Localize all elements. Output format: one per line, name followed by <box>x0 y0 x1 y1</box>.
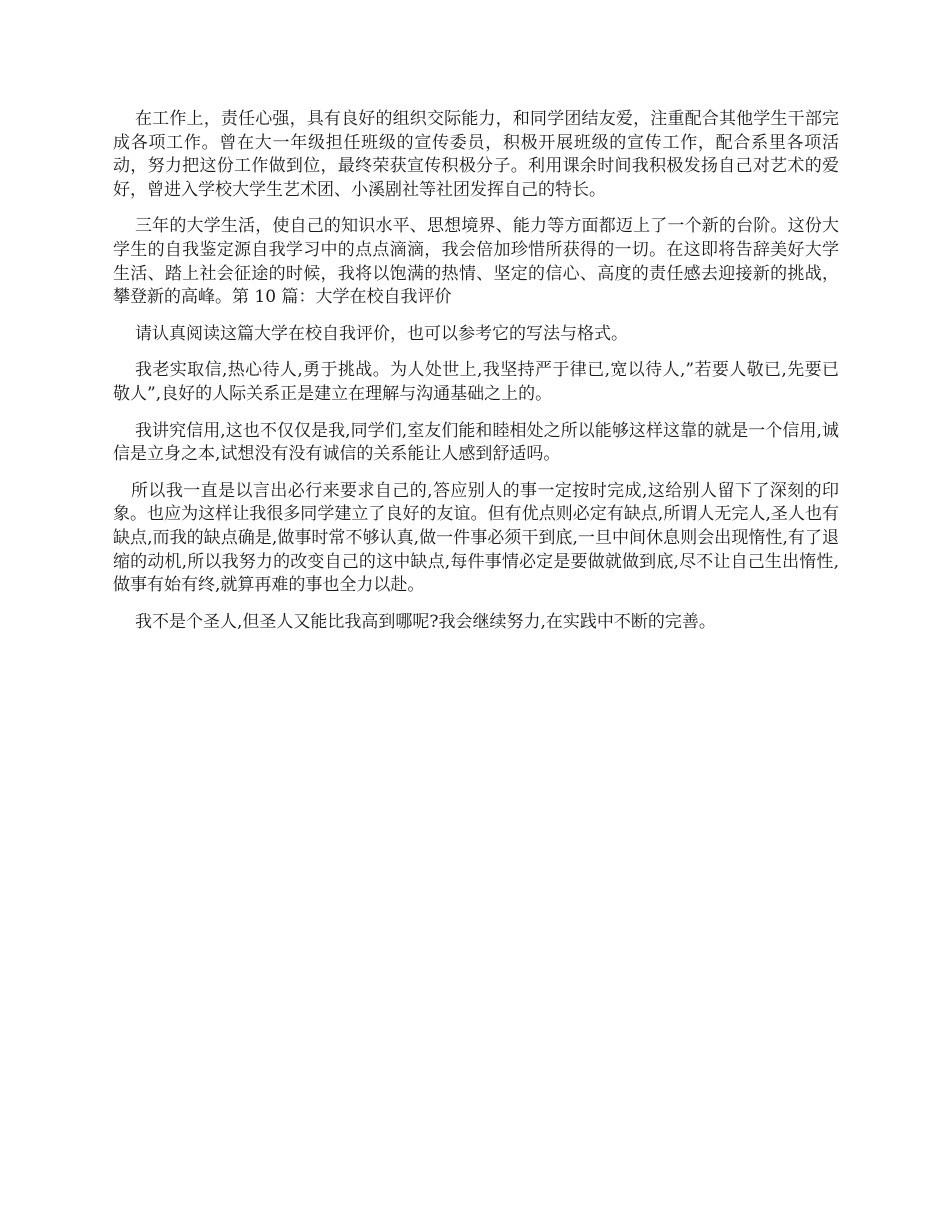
paragraph-three-years-summary: 三年的大学生活，使自己的知识水平、思想境界、能力等方面都迈上了一个新的台阶。这份大学生的自我鉴定源自我学习中的点点滴滴，我会倍加珍惜所获得的一切。在这即将告辞美好大学生活、踏上社会征途的时候，我将以饱满的热情、坚定的信心、高度的责任感去迎接新的挑战，攀登新的高峰。第 10 篇：大学在校自我评价 <box>113 216 839 308</box>
paragraph-honesty: 我老实取信,热心待人,勇于挑战。为人处世上,我坚持严于律已,宽以待人,”若要人敬已,先要已敬人”,良好的人际关系正是建立在理解与沟通基础之上的。 <box>113 360 839 404</box>
paragraph-reading-note: 请认真阅读这篇大学在校自我评价，也可以参考它的写法与格式。 <box>135 323 628 344</box>
paragraph-credit: 我讲究信用,这也不仅仅是我,同学们,室友们能和睦相处之所以能够这样这靠的就是一个信用,诚信是立身之本,试想没有没有诚信的关系能让人感到舒适吗。 <box>113 420 839 465</box>
document-body <box>113 108 839 647</box>
paragraph-closing: 我不是个圣人,但圣人又能比我高到哪呢?我会继续努力,在实践中不断的完善。 <box>135 611 716 632</box>
paragraph-work-responsibility: 在工作上，责任心强，具有良好的组织交际能力，和同学团结友爱，注重配合其他学生干部完成各项工作。曾在大一年级担任班级的宣传委员，积极开展班级的宣传工作，配合系里各项活动，努力把这份工作做到位，最终荣获宣传积极分子。利用课余时间我积极发扬自己对艺术的爱好，曾进入学校大学生艺术团、小溪剧社等社团发挥自己的特长。 <box>113 109 839 200</box>
paragraph-strengths-weaknesses: 所以我一直是以言出必行来要求自己的,答应别人的事一定按时完成,这给别人留下了深刻的印象。也应为这样让我很多同学建立了良好的友谊。但有优点则必定有缺点,所谓人无完人,圣人也有缺点,而我的缺点确是,做事时常不够认真,做一件事必须干到底,一旦中间休息则会出现惰性,有了退缩的动机,所以我努力的改变自己的这中缺点,每件事情必定是要做就做到底,尽不让自己生出惰性,做事有始有终,就算再难的事也全力以赴。 <box>113 480 839 596</box>
